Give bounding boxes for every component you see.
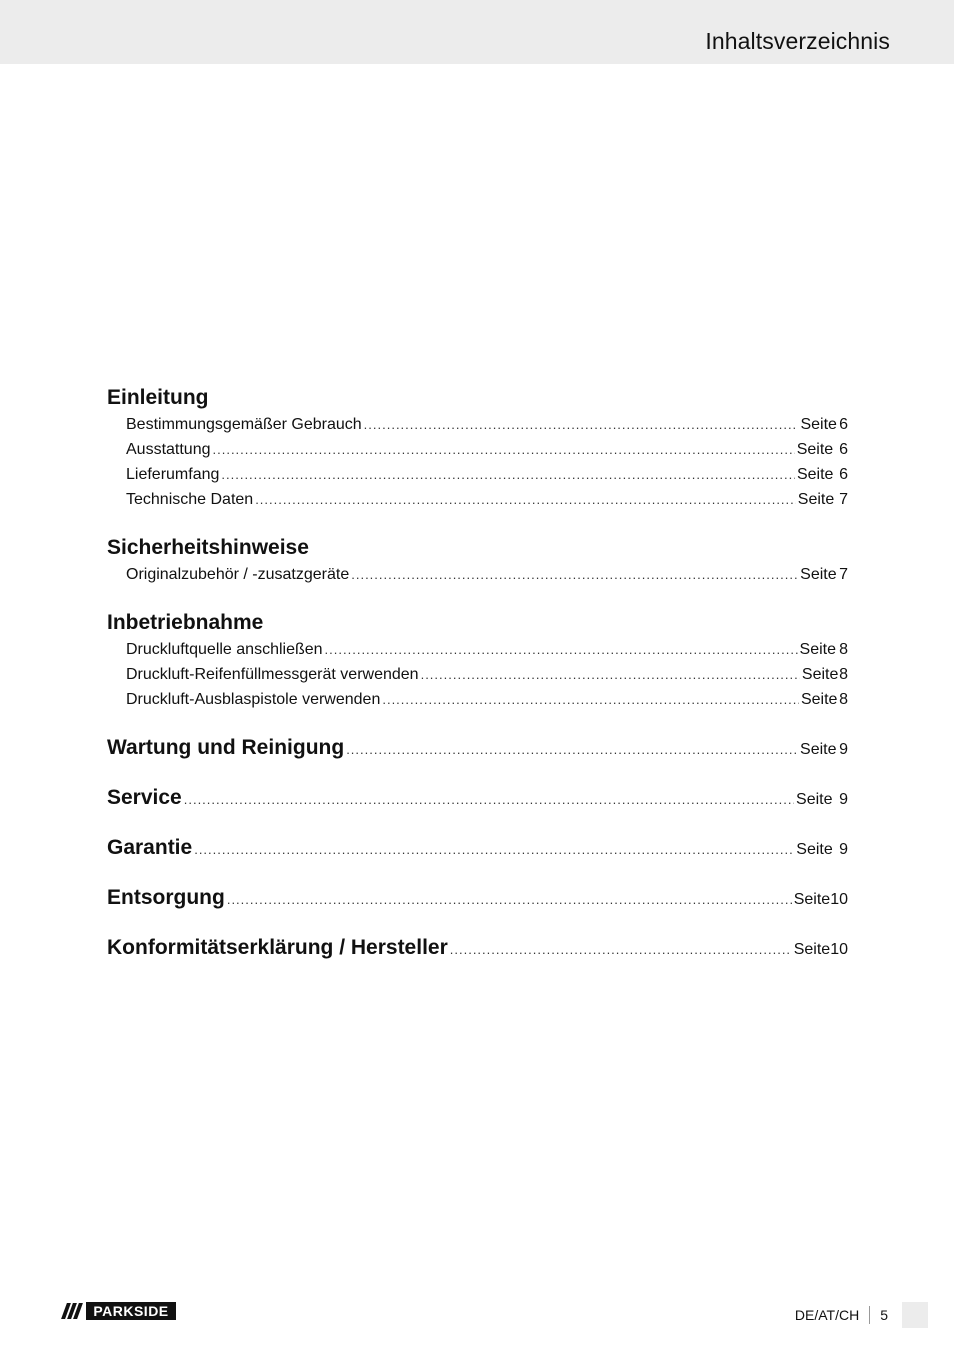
- toc-entry[interactable]: [107, 637, 848, 662]
- section-heading: Einleitung: [107, 386, 209, 409]
- toc-section-page: 9: [839, 791, 848, 808]
- section-heading: Inbetriebnahme: [107, 611, 264, 634]
- toc-section-page: 10: [830, 891, 848, 908]
- section-gap: [107, 512, 848, 534]
- seite-label: Seite: [800, 566, 837, 583]
- toc-section-service[interactable]: [107, 784, 848, 812]
- section-heading: Garantie: [107, 836, 193, 859]
- section-heading: Wartung und Reinigung: [107, 736, 345, 759]
- toc-entry-page: 8: [839, 691, 848, 708]
- toc-entry-label: Lieferumfang: [126, 466, 220, 483]
- toc-entry-label: Druckluft-Reifenfüllmessgerät verwenden: [126, 666, 419, 683]
- section-gap: [107, 812, 848, 834]
- toc-section-konformitaet[interactable]: [107, 934, 848, 962]
- seite-label: Seite: [796, 441, 834, 458]
- toc-section-einleitung: [107, 384, 848, 512]
- brand-logo: [64, 1302, 176, 1320]
- section-heading: Service: [107, 786, 182, 809]
- leader-dots: [421, 662, 800, 687]
- leader-dots: [450, 936, 792, 964]
- section-heading: Entsorgung: [107, 886, 225, 909]
- section-gap: [107, 912, 848, 934]
- footer-tab-box: [902, 1302, 928, 1328]
- leader-dots: [346, 736, 798, 764]
- page-number: 5: [880, 1307, 888, 1323]
- section-gap: [107, 862, 848, 884]
- toc-entry-page: 7: [839, 491, 848, 508]
- leader-dots: [184, 786, 794, 814]
- toc-entry[interactable]: [107, 662, 848, 687]
- toc-section-page: 10: [830, 941, 848, 958]
- page-title: Inhaltsverzeichnis: [705, 28, 890, 54]
- toc-section-garantie[interactable]: [107, 834, 848, 862]
- toc-entry-label: Druckluftquelle anschließen: [126, 641, 323, 658]
- leader-dots: [227, 886, 792, 914]
- leader-dots: [364, 412, 799, 437]
- footer-info: [795, 1302, 928, 1328]
- toc-section-sicherheitshinweise: [107, 534, 848, 587]
- leader-dots: [325, 637, 798, 662]
- toc-entry-page: 6: [839, 466, 848, 483]
- toc-section-inbetriebnahme: [107, 609, 848, 712]
- toc-entry[interactable]: [107, 562, 848, 587]
- seite-label: Seite: [796, 791, 833, 808]
- leader-dots: [213, 437, 795, 462]
- toc-entry-label: Ausstattung: [126, 441, 211, 458]
- seite-label: Seite: [799, 641, 836, 658]
- toc-entry-page: 7: [839, 566, 848, 583]
- toc-entry-page: 8: [839, 666, 848, 683]
- section-gap: [107, 712, 848, 734]
- section-heading: Sicherheitshinweise: [107, 536, 309, 559]
- seite-label: Seite: [793, 941, 831, 958]
- footer-divider: [869, 1306, 870, 1324]
- toc-entry-page: 6: [839, 416, 848, 433]
- toc-section-entsorgung[interactable]: [107, 884, 848, 912]
- region-label: DE/AT/CH: [794, 1307, 860, 1323]
- toc-section-page: 9: [839, 741, 848, 758]
- seite-label: Seite: [797, 491, 835, 508]
- seite-label: Seite: [793, 891, 831, 908]
- leader-dots: [194, 836, 794, 864]
- toc-entry-label: Originalzubehör / -zusatzgeräte: [126, 566, 350, 583]
- seite-label: Seite: [801, 666, 839, 683]
- brand-name: PARKSIDE: [86, 1302, 176, 1320]
- toc-entry[interactable]: [107, 437, 848, 462]
- logo-stripes-icon: [64, 1302, 86, 1320]
- toc-entry-page: 8: [839, 641, 848, 658]
- toc-entry-label: Technische Daten: [126, 491, 254, 508]
- leader-dots: [351, 562, 798, 587]
- seite-label: Seite: [800, 691, 838, 708]
- table-of-contents: [107, 384, 848, 962]
- toc-entry-label: Bestimmungsgemäßer Gebrauch: [126, 416, 362, 433]
- seite-label: Seite: [800, 416, 837, 433]
- leader-dots: [221, 462, 795, 487]
- seite-label: Seite: [796, 841, 833, 858]
- leader-dots: [255, 487, 796, 512]
- toc-entry-label: Druckluft-Ausblaspistole verwenden: [126, 691, 381, 708]
- toc-entry[interactable]: [107, 487, 848, 512]
- header-band: [0, 0, 954, 64]
- toc-entry[interactable]: [107, 412, 848, 437]
- leader-dots: [382, 687, 799, 712]
- toc-entry-page: 6: [839, 441, 848, 458]
- toc-section-page: 9: [839, 841, 848, 858]
- seite-label: Seite: [800, 741, 837, 758]
- section-heading: Konformitätserklärung / Hersteller: [107, 936, 448, 959]
- toc-section-wartung[interactable]: [107, 734, 848, 762]
- toc-entry[interactable]: [107, 687, 848, 712]
- section-gap: [107, 762, 848, 784]
- section-gap: [107, 587, 848, 609]
- seite-label: Seite: [796, 466, 834, 483]
- toc-entry[interactable]: [107, 462, 848, 487]
